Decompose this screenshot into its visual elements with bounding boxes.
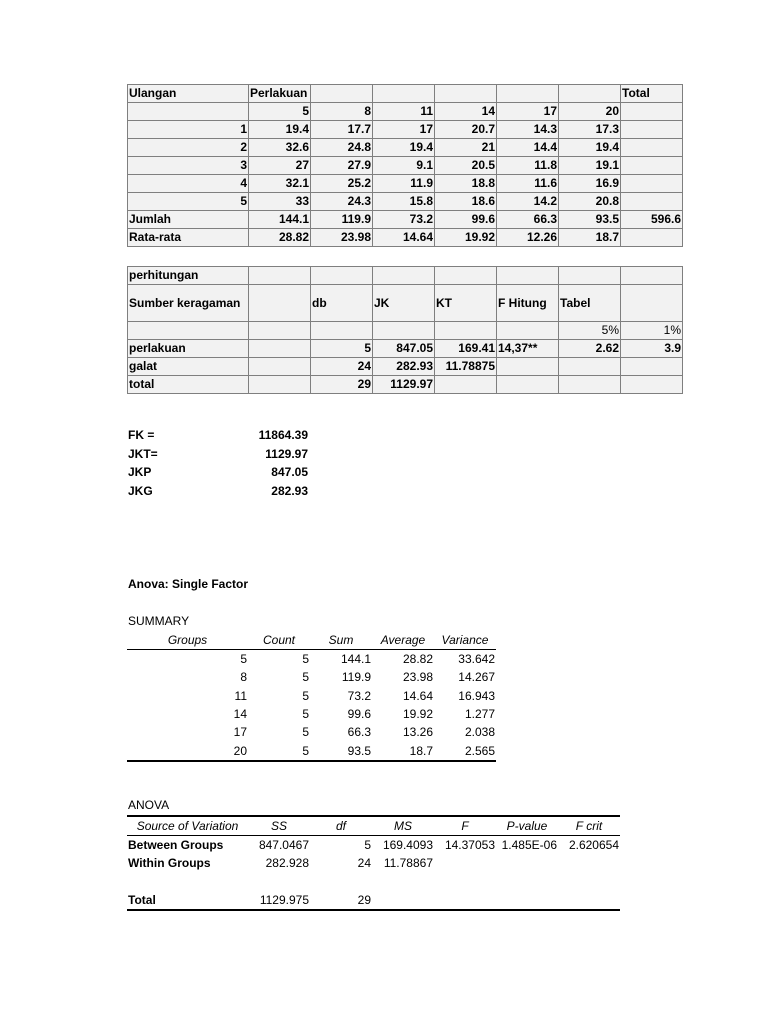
table-cell: 27 <box>249 157 311 175</box>
table-cell <box>249 267 311 285</box>
table-cell: 66.3 <box>347 725 371 740</box>
table-cell <box>621 139 683 157</box>
table-cell: 5 <box>302 725 309 740</box>
table-cell: 3.9 <box>621 340 683 358</box>
table-cell: 2 <box>128 139 249 157</box>
table-cell <box>249 358 311 376</box>
table-cell: 24.3 <box>311 193 373 211</box>
table-row <box>128 376 683 394</box>
table-cell <box>621 193 683 211</box>
table-row <box>127 741 496 760</box>
table-cell: 32.6 <box>249 139 311 157</box>
table-cell: 5% <box>559 322 621 340</box>
table-cell: 119.9 <box>311 211 373 229</box>
table-cell <box>372 891 434 910</box>
table-cell <box>434 891 496 910</box>
table-cell: 144.1 <box>340 652 371 667</box>
table-cell <box>249 322 311 340</box>
table-row <box>128 121 683 139</box>
table-cell: 99.6 <box>347 707 371 722</box>
table-cell: 14.64 <box>402 688 433 703</box>
table-cell: F Hitung <box>497 285 559 322</box>
table-cell <box>559 376 621 394</box>
table-cell <box>310 873 372 891</box>
calculation-block <box>128 428 308 502</box>
table-row <box>128 157 683 175</box>
table-cell: 19.92 <box>435 229 497 247</box>
table-cell: 24.8 <box>311 139 373 157</box>
table-cell: Tabel <box>559 285 621 322</box>
table-cell: 14.64 <box>373 229 435 247</box>
table-cell: 18.7 <box>559 229 621 247</box>
table-cell: 8 <box>240 670 247 685</box>
table-cell <box>621 229 683 247</box>
calc-row <box>128 465 308 484</box>
table-cell: JK <box>373 285 435 322</box>
table-row <box>127 650 496 669</box>
anova-title: Anova: Single Factor <box>128 577 249 591</box>
header-cell: Total <box>621 85 683 103</box>
table-cell: 33.642 <box>458 652 495 667</box>
header-cell <box>128 103 249 121</box>
table-cell: 33 <box>249 193 311 211</box>
table-cell <box>373 322 435 340</box>
calc-value: 1129.97 <box>265 446 308 461</box>
calc-value: 282.93 <box>271 483 308 498</box>
table-cell: 5 <box>364 838 371 853</box>
table-cell: KT <box>435 285 497 322</box>
table-row <box>128 358 683 376</box>
table-cell: 14.4 <box>497 139 559 157</box>
header-cell <box>311 85 373 103</box>
table-cell <box>497 322 559 340</box>
column-header: P-value <box>506 819 548 833</box>
table-cell: 596.6 <box>621 211 683 229</box>
table-cell: 5 <box>128 193 249 211</box>
table-cell: 23.98 <box>311 229 373 247</box>
column-header: Source of Variation <box>136 819 239 833</box>
column-header: Groups <box>167 633 208 647</box>
table-cell: 5 <box>302 688 309 703</box>
table-cell: 99.6 <box>435 211 497 229</box>
table-cell: 282.928 <box>265 856 309 871</box>
table-cell: 169.4093 <box>382 838 433 853</box>
anova-table <box>127 815 620 911</box>
table-cell <box>621 121 683 139</box>
table-cell <box>311 322 373 340</box>
header-cell: Ulangan <box>128 85 249 103</box>
table-cell: 144.1 <box>249 211 311 229</box>
table-cell: 14.37053 <box>444 838 495 853</box>
table-cell <box>497 267 559 285</box>
table-cell: 1 <box>128 121 249 139</box>
table-cell: 16.9 <box>559 175 621 193</box>
calc-value: 847.05 <box>271 465 308 479</box>
table-cell <box>496 891 558 910</box>
table-cell: 18.6 <box>435 193 497 211</box>
table-cell <box>435 322 497 340</box>
table-row <box>128 229 683 247</box>
table-cell: 28.82 <box>249 229 311 247</box>
table-cell <box>558 873 620 891</box>
table-cell: total <box>128 376 249 394</box>
table-cell: db <box>311 285 373 322</box>
table-cell: 24 <box>357 856 371 871</box>
table-cell: 17.7 <box>311 121 373 139</box>
table-row <box>128 175 683 193</box>
table-cell: Within Groups <box>128 856 211 871</box>
table-row <box>128 340 683 358</box>
table-cell: 14,37** <box>497 340 559 358</box>
calc-row <box>128 447 308 466</box>
table-cell: 119.9 <box>341 670 371 685</box>
table-cell <box>127 873 248 891</box>
table-cell <box>621 376 683 394</box>
table-cell: 5 <box>311 340 373 358</box>
table-cell <box>497 376 559 394</box>
table-cell: 17.3 <box>559 121 621 139</box>
table-cell: 24 <box>311 358 373 376</box>
table-cell: 13.26 <box>402 725 433 740</box>
table-cell: 847.0467 <box>258 838 309 853</box>
table-cell <box>435 376 497 394</box>
table-row <box>127 854 620 872</box>
table-cell: 19.1 <box>559 157 621 175</box>
header-cell: 20 <box>559 103 621 121</box>
table-cell: 12.26 <box>497 229 559 247</box>
table-cell: 14.3 <box>497 121 559 139</box>
table-cell: 20.8 <box>559 193 621 211</box>
table-cell: 1.277 <box>464 707 495 722</box>
header-row <box>128 322 683 340</box>
data-table <box>127 84 683 247</box>
header-cell: Perlakuan <box>249 85 311 103</box>
calc-label: JKT= <box>128 446 158 461</box>
table-cell: 11.6 <box>497 175 559 193</box>
column-header: Count <box>262 633 296 647</box>
title-row <box>128 267 683 285</box>
table-cell: 9.1 <box>373 157 435 175</box>
calc-label: JKP <box>128 465 152 479</box>
table-cell <box>496 873 558 891</box>
table-cell <box>434 854 496 872</box>
table-row <box>128 211 683 229</box>
table-cell: 23.98 <box>402 670 433 685</box>
table-cell: 18.8 <box>435 175 497 193</box>
table-row <box>127 668 496 686</box>
table-cell <box>558 891 620 910</box>
table-cell: 5 <box>240 652 247 667</box>
table-cell: 282.93 <box>373 358 435 376</box>
header-cell <box>435 85 497 103</box>
header-cell <box>373 85 435 103</box>
column-header: Variance <box>441 633 489 647</box>
table-cell <box>621 358 683 376</box>
table-cell: 93.5 <box>347 743 371 758</box>
calc-row <box>128 484 308 503</box>
table-cell: Total <box>128 893 156 908</box>
table-cell: 19.4 <box>559 139 621 157</box>
table-cell: 20.5 <box>435 157 497 175</box>
table-cell <box>497 358 559 376</box>
table-cell: 5 <box>302 743 309 758</box>
header-cell: 17 <box>497 103 559 121</box>
column-header: SS <box>270 819 287 833</box>
table-cell: 28.82 <box>402 652 433 667</box>
calc-label: FK = <box>128 428 155 442</box>
column-header: F crit <box>575 819 603 833</box>
table-cell: perhitungan <box>128 267 249 285</box>
table-cell: 14.2 <box>497 193 559 211</box>
table-row <box>127 687 496 705</box>
header-cell: 5 <box>249 103 311 121</box>
table-cell <box>249 340 311 358</box>
column-header: Average <box>380 633 426 647</box>
table-cell <box>621 267 683 285</box>
table-row <box>127 705 496 723</box>
column-header: MS <box>394 819 412 833</box>
calc-value: 11864.39 <box>258 428 308 442</box>
header-cell: 8 <box>311 103 373 121</box>
table-cell <box>372 873 434 891</box>
table-cell: 5 <box>302 707 309 722</box>
table-cell: 1.485E-06 <box>501 838 557 853</box>
table-cell <box>128 322 249 340</box>
table-row <box>127 873 620 891</box>
table-row <box>127 723 496 741</box>
table-cell: 73.2 <box>373 211 435 229</box>
header-row <box>128 285 683 322</box>
table-cell: 2.565 <box>464 743 495 758</box>
table-cell <box>621 175 683 193</box>
header-row <box>128 103 683 121</box>
header-cell <box>559 85 621 103</box>
table-cell: 14.267 <box>458 670 495 685</box>
table-cell: 21 <box>435 139 497 157</box>
header-cell <box>497 85 559 103</box>
header-cell: 11 <box>373 103 435 121</box>
table-cell: 1129.97 <box>373 376 435 394</box>
header-row <box>128 85 683 103</box>
perhitungan-table <box>127 266 683 394</box>
table-cell: 17 <box>373 121 435 139</box>
table-cell: 2.038 <box>464 725 495 740</box>
table-cell: 1% <box>621 322 683 340</box>
table-cell: 2.620654 <box>568 838 619 853</box>
table-cell: 66.3 <box>497 211 559 229</box>
table-cell: 29 <box>311 376 373 394</box>
table-cell: Between Groups <box>128 838 224 853</box>
table-cell: 11.9 <box>373 175 435 193</box>
table-row <box>128 139 683 157</box>
header-cell <box>621 103 683 121</box>
table-cell <box>621 285 683 322</box>
table-cell <box>559 267 621 285</box>
table-row <box>127 891 620 910</box>
table-cell <box>496 854 558 872</box>
table-cell: 32.1 <box>249 175 311 193</box>
table-cell: perlakuan <box>128 340 249 358</box>
summary-title: SUMMARY <box>128 614 190 628</box>
table-cell: 73.2 <box>347 688 371 703</box>
table-row <box>127 836 620 855</box>
table-cell: Jumlah <box>128 211 249 229</box>
table-cell: 18.7 <box>409 743 433 758</box>
table-cell: 19.4 <box>249 121 311 139</box>
column-header: Sum <box>328 633 354 647</box>
table-cell: 93.5 <box>559 211 621 229</box>
table-cell: Rata-rata <box>128 229 249 247</box>
calc-row <box>128 428 308 447</box>
table-cell <box>434 873 496 891</box>
column-header: F <box>461 819 469 833</box>
summary-table <box>127 631 496 762</box>
table-cell: 17 <box>233 725 247 740</box>
table-cell: galat <box>128 358 249 376</box>
table-cell: 3 <box>128 157 249 175</box>
column-header: df <box>335 819 346 833</box>
anova-table-title: ANOVA <box>128 798 170 812</box>
table-cell: 27.9 <box>311 157 373 175</box>
table-cell: 11.78867 <box>383 856 433 871</box>
table-cell: 19.4 <box>373 139 435 157</box>
header-cell: 14 <box>435 103 497 121</box>
table-cell: 5 <box>302 652 309 667</box>
table-cell: 29 <box>357 893 371 908</box>
table-cell: 5 <box>302 670 309 685</box>
table-cell <box>248 873 310 891</box>
table-cell: 16.943 <box>458 688 495 703</box>
table-cell: 1129.975 <box>259 893 309 908</box>
table-cell <box>373 267 435 285</box>
table-cell <box>249 285 311 322</box>
table-row <box>128 193 683 211</box>
table-cell: 2.62 <box>559 340 621 358</box>
table-cell: 4 <box>128 175 249 193</box>
table-cell <box>558 854 620 872</box>
table-cell: 15.8 <box>373 193 435 211</box>
table-cell <box>435 267 497 285</box>
table-cell: 14 <box>233 707 247 722</box>
table-cell <box>311 267 373 285</box>
calc-label: JKG <box>128 483 153 498</box>
table-cell: 169.41 <box>435 340 497 358</box>
table-cell: 20 <box>233 743 247 758</box>
table-cell: 20.7 <box>435 121 497 139</box>
table-cell: 19.92 <box>402 707 433 722</box>
table-cell: 25.2 <box>311 175 373 193</box>
table-cell: 847.05 <box>373 340 435 358</box>
table-cell: Sumber keragaman <box>128 285 249 322</box>
table-cell: 11.78875 <box>435 358 497 376</box>
table-cell <box>621 157 683 175</box>
table-cell <box>559 358 621 376</box>
table-cell: 11.8 <box>497 157 559 175</box>
table-cell: 11 <box>234 688 247 703</box>
table-cell <box>249 376 311 394</box>
